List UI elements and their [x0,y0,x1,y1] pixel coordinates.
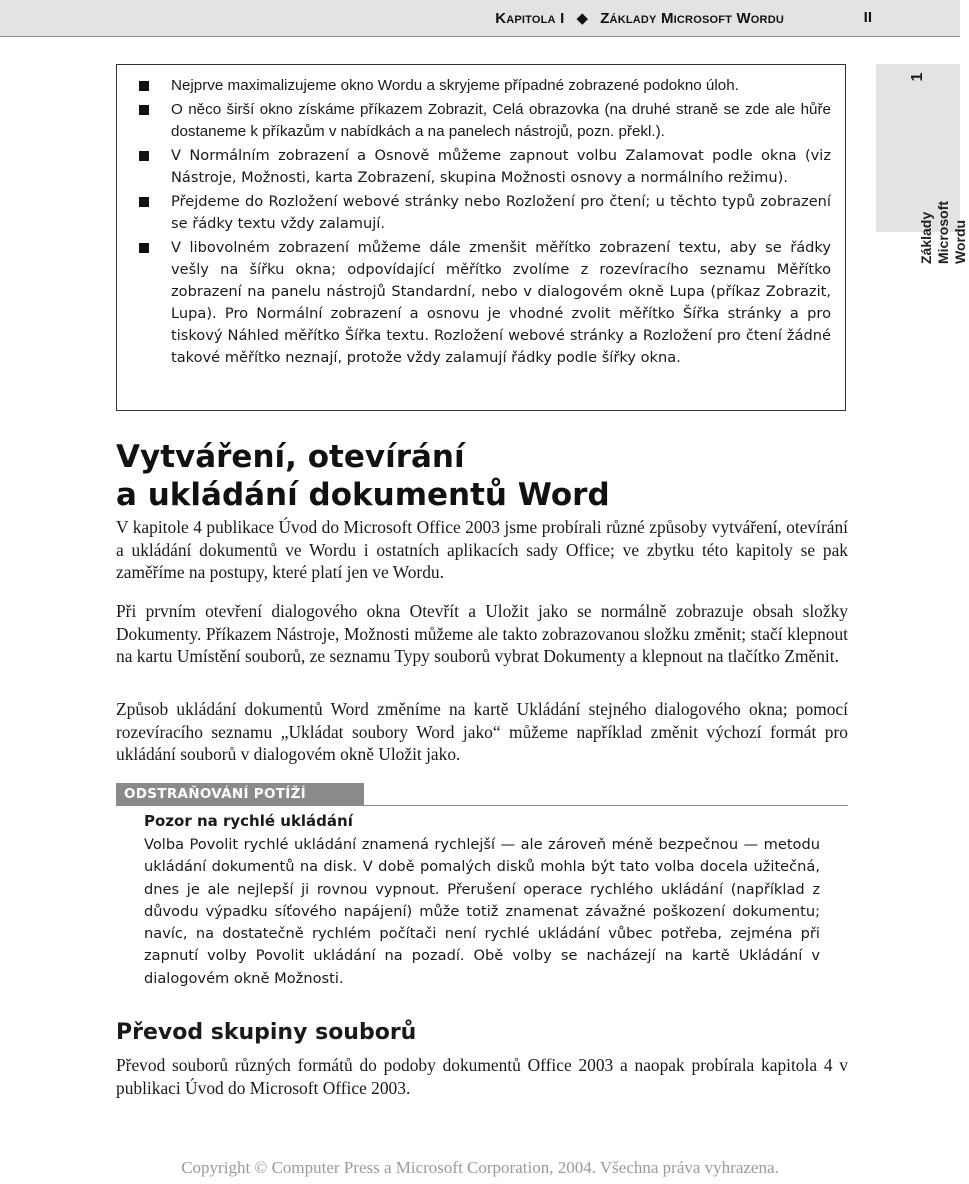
troubleshooting-title: Pozor na rychlé ukládání [144,812,353,830]
list-item-text: O něco širší okno získáme příkazem Zobrazit, Celá obrazovka (na druhé straně se zde ale hůře dostaneme k příkazům v nabídkách a na panelech nástrojů, pozn. překl.). [171,101,831,140]
section-heading-line: Vytváření, otevírání [116,439,465,475]
list-item-text: V libovolném zobrazení můžeme dále zmenšit měřítko zobrazení textu, aby se řádky vešly na šířku okna; odpovídající měřítko zvolíme z rozevíracího seznamu Měřítko zobrazení na panelu nástrojů Standardní, nebo v dialogovém okně Lupa (příkaz Zobrazit, Lupa). Pro Normální zobrazení a osnovu je vhodné zvolit měřítko Šířka stránky a pro tiskový Náhled měřítko Šířka textu. Rozložení webové stránky a Rozložení pro čtení žádné takové měřítko neznají, protože vždy zalamují řádky podle šířky okna. [171,239,831,366]
tip-list [117,65,845,369]
bullet-square-icon [139,243,149,253]
bullet-square-icon [139,197,149,207]
list-item [117,99,831,143]
bullet-square-icon [139,81,149,91]
tip-box [116,64,846,411]
side-tab-label [918,201,969,264]
troubleshooting-body: Volba Povolit rychlé ukládání znamená rychlejší — ale zároveň méně bezpečnou — metodu ukládání dokumentů na disk. V době pomalých disků mohla být tato volba docela užitečná, dnes je ale nejlepší ji rovnou vypnout. Přerušení operace rychlého ukládání (například z důvodu výpadku síťového napájení) může totiž znamenat závažné poškození dokumentu; navíc, na dostatečně rychlém počítači není rychlé ukládání vůbec potřeba, zejména při zapnutí volby Povolit ukládání na pozadí. Obě volby se nacházejí na kartě Ukládání v dialogovém okně Možnosti. [144,836,820,987]
body-paragraph: Způsob ukládání dokumentů Word změníme na kartě Ukládání stejného dialogového okna; pomocí rozevíracího seznamu „Ukládat soubory Word jako“ můžeme například změnit výchozí formát pro ukládání souborů v dialogovém okně Uložit jako. [116,699,848,764]
side-tab-line: Wordu [952,219,968,264]
side-tab-line: Základy [918,211,934,264]
running-header [0,0,960,37]
page-number: II [863,9,872,26]
body-paragraph: Převod souborů různých formátů do podoby dokumentů Office 2003 a naopak probírala kapitola 4 v publikaci Úvod do Microsoft Office 2003. [116,1055,848,1098]
body-paragraph: V kapitole 4 publikace Úvod do Microsoft Office 2003 jsme probírali různé způsoby vytváření, otevírání a ukládání dokumentů ve Wordu i ostatních aplikacích sady Office; ve zbytku této kapitoly se pak zaměříme na postupy, které platí jen ve Wordu. [116,517,848,582]
section-heading [116,438,610,514]
list-item [117,191,831,235]
chapter-side-tab [876,64,968,264]
list-item [117,237,831,369]
list-item-text: V Normálním zobrazení a Osnově můžeme zapnout volbu Zalamovat podle okna (viz Nástroje, Možnosti, karta Zobrazení, skupina Možnosti osnovy a normálního režimu). [171,147,831,186]
bullet-square-icon [139,151,149,161]
list-item-text: Přejdeme do Rozložení webové stránky nebo Rozložení pro čtení; u těchto typů zobrazení se řádky textu vždy zalamují. [171,193,831,232]
copyright-footer: Copyright © Computer Press a Microsoft Corporation, 2004. Všechna práva vyhrazena. [181,1158,779,1177]
list-item [117,75,831,97]
side-tab-number: 1 [909,72,926,82]
section-heading-line: a ukládání dokumentů Word [116,477,610,513]
header-title [495,9,784,27]
diamond-icon: ◆ [576,10,589,27]
list-item-text: Nejprve maximalizujeme okno Wordu a skryjeme případné zobrazené podokno úloh. [171,77,739,94]
divider [116,805,848,806]
body-paragraph: Při prvním otevření dialogového okna Otevřít a Uložit jako se normálně zobrazuje obsah složky Dokumenty. Příkazem Nástroje, Možnosti můžeme ale takto zobrazovanou složku změnit; stačí klepnout na kartu Umístění souborů, ze seznamu Typy souborů vybrat Dokumenty a klepnout na tlačítko Změnit. [116,601,848,666]
subsection-heading: Převod skupiny souborů [116,1020,417,1045]
list-item [117,145,831,189]
header-chapter-title: Základy Microsoft Wordu [600,10,784,27]
side-tab-line: Microsoft [935,201,951,264]
header-chapter: Kapitola I [495,10,565,27]
troubleshooting-label: ODSTRAŇOVÁNÍ POTÍŽÍ [116,783,364,805]
bullet-square-icon [139,105,149,115]
